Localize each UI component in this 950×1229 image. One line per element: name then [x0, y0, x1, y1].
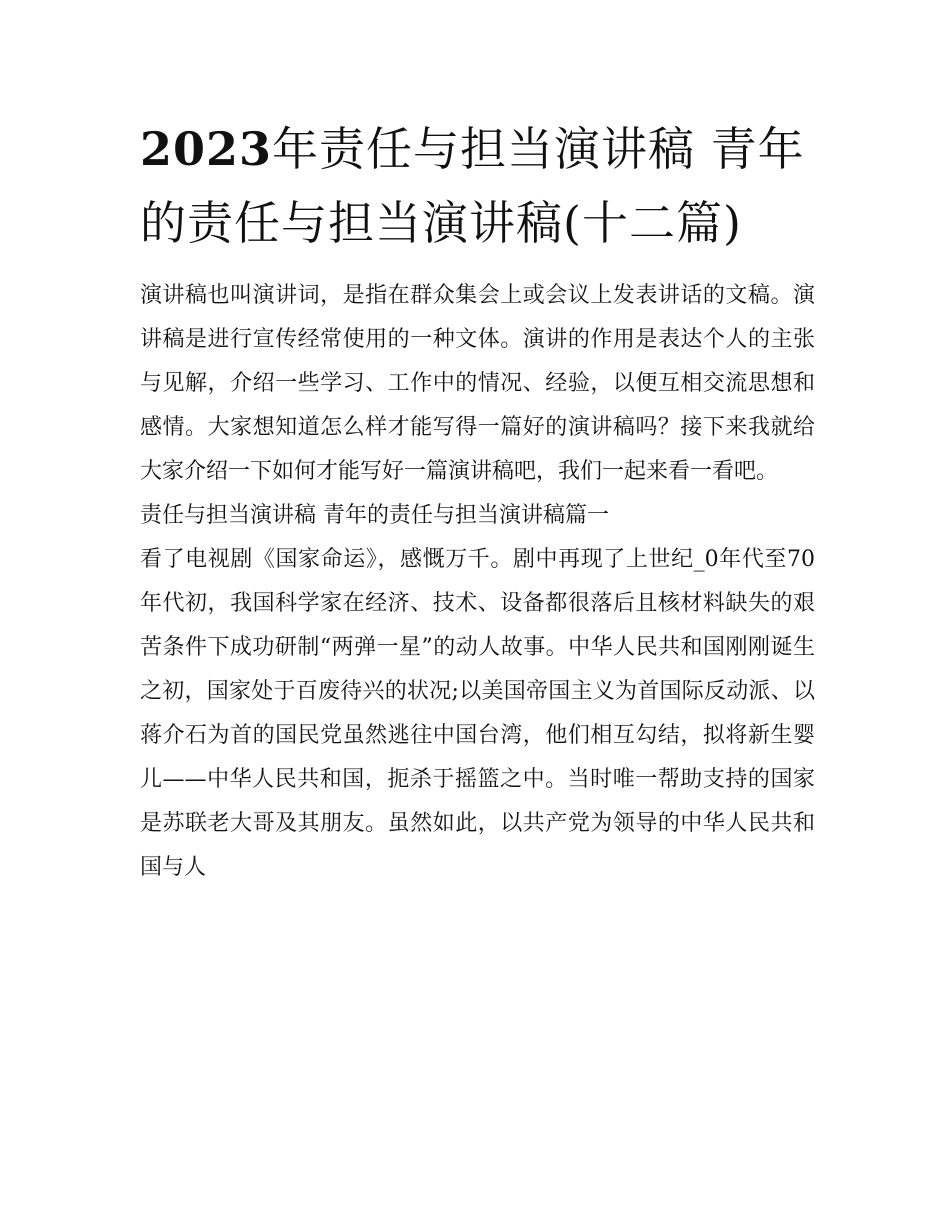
- document-title: [140, 112, 815, 260]
- section-heading: 责任与担当演讲稿 青年的责任与担当演讲稿篇一: [140, 503, 609, 528]
- document-page: [140, 112, 815, 890]
- title-text: 年责任与担当演讲稿 青年的责任与担当演讲稿(十二篇): [140, 122, 805, 250]
- intro-paragraph: 演讲稿也叫演讲词，是指在群众集会上或会议上发表讲话的文稿。演讲稿是进行宣传经常使用的一种文体。演讲的作用是表达个人的主张与见解，介绍一些学习、工作中的情况、经验，以便互相交流思想和感情。大家想知道怎么样才能写得一篇好的演讲稿吗？接下来我就给大家介绍一下如何才能写好一篇演讲稿吧，我们一起来看一看吧。: [140, 283, 815, 484]
- body-paragraph: 看了电视剧《国家命运》，感慨万千。剧中再现了上世纪_0年代至70年代初，我国科学家在经济、技术、设备都很落后且核材料缺失的艰苦条件下成功研制“两弹一星”的动人故事。中华人民共和国刚刚诞生之初，国家处于百废待兴的状况;以美国帝国主义为首国际反动派、以蒋介石为首的国民党虽然逃往中国台湾，他们相互勾结，拟将新生婴儿——中华人民共和国，扼杀于摇篮之中。当时唯一帮助支持的国家是苏联老大哥及其朋友。虽然如此，以共产党为领导的中华人民共和国与人: [140, 547, 815, 880]
- title-year: 2023: [140, 122, 273, 176]
